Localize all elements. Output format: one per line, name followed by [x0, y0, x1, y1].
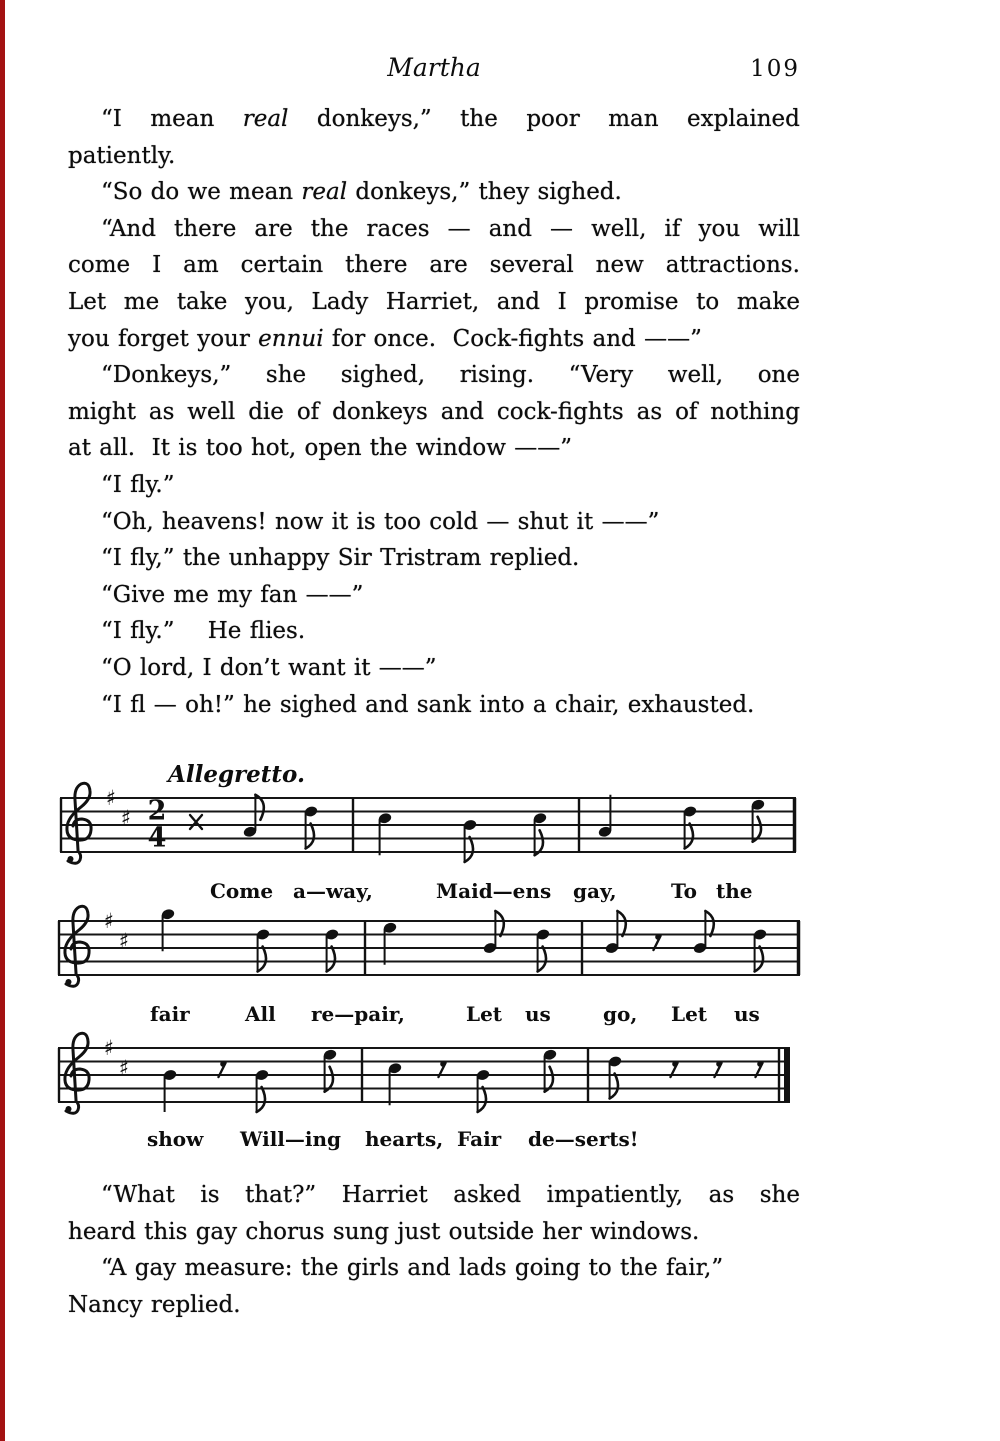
staff [60, 783, 796, 903]
note-icon [683, 805, 698, 818]
sharp-icon: ♯ [103, 909, 115, 933]
note-icon [483, 942, 498, 955]
text-line: “I fl — oh!” he sighed and sank into a chair, exhausted. [101, 691, 755, 718]
sharp-icon: ♯ [118, 1056, 130, 1080]
note-icon [383, 921, 398, 934]
note-icon [605, 942, 620, 955]
lyric-word: fair [150, 1002, 190, 1026]
note-icon [598, 825, 613, 838]
text-line: might as well die of donkeys and cock-fights as of nothing [68, 398, 800, 425]
note-icon [325, 928, 340, 941]
eighth-rest-icon [655, 934, 661, 940]
rest-icon [190, 815, 202, 829]
eighth-rest-icon [757, 1061, 763, 1067]
treble-clef-icon [67, 783, 91, 863]
note-icon [536, 928, 551, 941]
lyric-word: Let [466, 1002, 503, 1026]
lyric-word: de—serts! [528, 1127, 639, 1151]
text-line: “I fly,” the unhappy Sir Tristram replied. [101, 545, 580, 572]
note-icon [533, 812, 548, 825]
running-head-title: Martha [387, 53, 481, 82]
lyric-word: us [525, 1002, 551, 1026]
lyric-word: a—way, [293, 879, 373, 903]
text-line: at all. It is too hot, open the window ——” [68, 435, 572, 462]
treble-clef-icon [65, 1033, 89, 1113]
lyric-word: All [245, 1002, 276, 1026]
staff [58, 906, 800, 1026]
text-line: “O lord, I don’t want it ——” [101, 654, 437, 681]
lyric-word: gay, [573, 879, 617, 903]
note-icon [608, 1055, 623, 1068]
lyric-word: show [147, 1127, 204, 1151]
note-icon [751, 798, 766, 811]
text-line: “A gay measure: the girls and lads going to the fair,” [101, 1255, 724, 1282]
note-icon [476, 1069, 491, 1082]
sharp-icon: ♯ [120, 806, 132, 830]
lyric-word: Fair [457, 1127, 502, 1151]
note-icon [543, 1048, 558, 1061]
sharp-icon: ♯ [103, 1036, 115, 1060]
treble-clef-icon [65, 906, 89, 986]
left-edge-scan-mark [0, 0, 5, 1441]
lyric-word: Maid—ens [436, 879, 552, 903]
sheet-music [0, 740, 1000, 1215]
note-icon [753, 928, 768, 941]
text-line: you forget your ennui for once. Cock-fights and ——” [68, 325, 702, 352]
note-icon [256, 928, 271, 941]
body-text [68, 101, 800, 723]
note-icon [163, 1069, 178, 1082]
text-line: patiently. [68, 142, 176, 169]
lyric-word: go, [603, 1002, 638, 1026]
eighth-rest-icon [672, 1061, 678, 1067]
eighth-rest-icon [440, 1061, 446, 1067]
sharp-icon: ♯ [105, 786, 117, 810]
eighth-rest-icon [716, 1061, 722, 1067]
lyric-word: the [716, 879, 753, 903]
lyric-word: To [671, 879, 697, 903]
text-line: “And there are the races — and — well, if you will [101, 215, 800, 242]
text-line: “Donkeys,” she sighed, rising. “Very well, one [101, 362, 800, 389]
note-icon [304, 805, 319, 818]
time-signature: 4 [147, 822, 167, 854]
lyric-word: Come [210, 879, 274, 903]
text-line: “What is that?” Harriet asked impatiently, as she [101, 1182, 800, 1208]
tempo-marking: Allegretto. [168, 761, 305, 788]
text-line: Nancy replied. [68, 1291, 241, 1318]
lyric-word: Will—ing [240, 1127, 342, 1151]
note-icon [463, 819, 478, 832]
staff [58, 1033, 790, 1151]
lyric-word: Let [671, 1002, 708, 1026]
sharp-icon: ♯ [118, 929, 130, 953]
eighth-rest-icon [220, 1061, 226, 1067]
text-line: “Oh, heavens! now it is too cold — shut it ——” [101, 508, 660, 535]
text-line: “I fly.” [101, 471, 175, 498]
lyric-word: re—pair, [311, 1002, 405, 1026]
page-number: 109 [750, 56, 800, 82]
note-icon [255, 1069, 270, 1082]
note-icon [243, 825, 258, 838]
text-line: “Give me my fan ——” [101, 581, 364, 608]
note-icon [388, 1062, 403, 1075]
text-line: come I am certain there are several new attractions. [68, 252, 800, 279]
text-line: “So do we mean real donkeys,” they sighed. [101, 179, 622, 206]
text-line: “I fly.” He flies. [101, 618, 306, 645]
time-signature: 2 [147, 795, 167, 827]
body-text-after-music [68, 1177, 800, 1323]
note-icon [161, 908, 176, 921]
lyric-word: hearts, [365, 1127, 444, 1151]
note-icon [378, 812, 393, 825]
note-icon [693, 942, 708, 955]
text-line: “I mean real donkeys,” the poor man explained [101, 106, 800, 132]
note-icon [323, 1048, 338, 1061]
text-line: heard this gay chorus sung just outside her windows. [68, 1218, 700, 1245]
text-line: Let me take you, Lady Harriet, and I promise to make [68, 288, 800, 315]
lyric-word: us [734, 1002, 760, 1026]
